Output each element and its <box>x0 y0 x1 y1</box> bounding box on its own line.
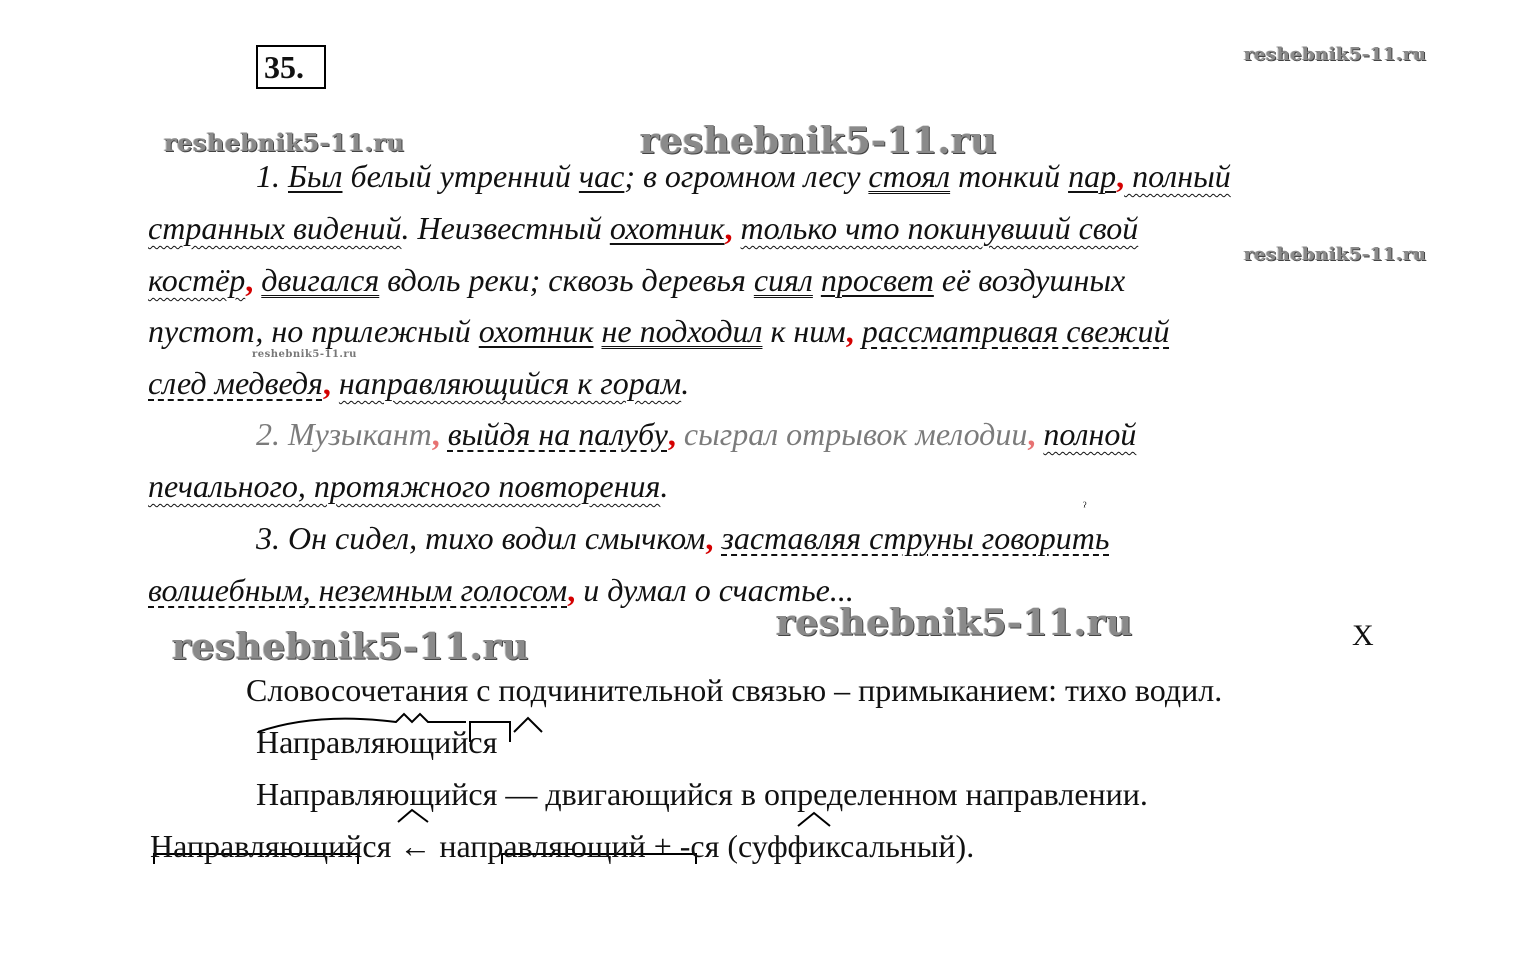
morph-word: Направляющийся <box>256 724 498 760</box>
sentence2-line2 <box>148 466 668 506</box>
predicate: не подходил <box>601 313 763 349</box>
sentence2-line1 <box>256 414 1136 454</box>
predicate: двигался <box>261 262 380 298</box>
attribute: полной <box>1043 416 1137 452</box>
comma: , <box>322 365 331 401</box>
subject: пар <box>1068 158 1117 194</box>
definition-line: Направляющийся — двигающийся в определенном направлении. <box>256 776 1148 812</box>
adverbial: волшебным, неземным голосом <box>148 572 568 608</box>
derived-word: Направляющийся <box>150 828 392 864</box>
watermark-right-2: reshebnik5-11.ru <box>1244 244 1427 265</box>
sentence1-line1 <box>256 156 1231 196</box>
watermark-center-1: reshebnik5-11.ru <box>640 120 997 162</box>
comma: , <box>245 262 254 298</box>
text: белый утренний <box>342 158 579 194</box>
sentence-number: 2. Музыкант <box>256 416 432 452</box>
base-word: направляющий <box>439 828 646 864</box>
text: . <box>660 468 669 504</box>
comma: , <box>667 416 676 452</box>
subject: охотник <box>609 210 725 246</box>
watermark-center-2: reshebnik5-11.ru <box>776 602 1133 644</box>
predicate: стоял <box>868 158 951 194</box>
subject: охотник <box>478 313 594 349</box>
comma: , <box>705 520 714 556</box>
adverbial: заставляя струны говорить <box>721 520 1110 556</box>
text: сыграл отрывок мелодии <box>675 416 1028 452</box>
comma: , <box>567 572 576 608</box>
attribute: только что покинувший свой <box>740 210 1139 246</box>
x-mark: X <box>1352 619 1374 652</box>
sentence3-line1 <box>256 518 1109 558</box>
watermark-small: reshebnik5-11.ru <box>252 349 357 360</box>
adverbial: след медведя <box>148 365 323 401</box>
sentence1-line3 <box>148 260 1125 300</box>
subject: Был <box>288 158 343 194</box>
comma: , <box>724 210 733 246</box>
phrases-line: Словосочетания с подчинительной связью – примыканием: тихо водил. <box>246 672 1223 708</box>
attribute: странных видений <box>148 210 402 246</box>
text <box>813 262 821 298</box>
text: её воздушных <box>933 262 1126 298</box>
text: . Неизвестный <box>401 210 610 246</box>
text <box>733 210 741 246</box>
sentence1-line4 <box>148 311 1169 351</box>
text: пустот, но прилежный <box>148 313 479 349</box>
comma: , <box>1027 416 1036 452</box>
adverbial: выйдя на палубу <box>447 416 668 452</box>
watermark-left-1: reshebnik5-11.ru <box>164 128 405 157</box>
derivation-arrow: ← <box>391 828 440 864</box>
task-number: 35. <box>256 45 326 89</box>
predicate: сиял <box>753 262 813 298</box>
watermark-left-2: reshebnik5-11.ru <box>172 626 529 668</box>
text: ; в огромном лесу <box>624 158 869 194</box>
adverbial: рассматривая свежий <box>861 313 1170 349</box>
subject: просвет <box>820 262 934 298</box>
attribute: костёр <box>148 262 246 298</box>
sentence1-line2 <box>148 208 1138 248</box>
attribute: полный <box>1124 158 1231 194</box>
text: к ним <box>762 313 846 349</box>
subject: час <box>578 158 625 194</box>
sentence3-line2 <box>148 570 854 610</box>
text: тонкий <box>950 158 1069 194</box>
text: и думал о счастье... <box>575 572 854 608</box>
comma: , <box>845 313 854 349</box>
sentence1-line5 <box>148 363 689 403</box>
comma: , <box>431 416 440 452</box>
suffix: ся <box>690 828 720 864</box>
attribute: направляющийся к горам <box>338 365 682 401</box>
attribute: печального, протяжного повторения <box>148 468 661 504</box>
plus-sign: + - <box>645 828 691 864</box>
derivation-line <box>150 826 974 866</box>
sentence-number: 1. <box>256 158 288 194</box>
text <box>854 313 862 349</box>
text <box>331 365 339 401</box>
text <box>440 416 448 452</box>
text: 3. Он сидел, тихо водил смычком <box>256 520 706 556</box>
tick-mark: ˀ <box>1083 500 1087 515</box>
derivation-type: (суффиксальный). <box>719 828 975 864</box>
comma: , <box>1116 158 1125 194</box>
watermark-top-right: reshebnik5-11.ru <box>1244 44 1427 65</box>
text: вдоль реки; сквозь деревья <box>379 262 754 298</box>
text: . <box>681 365 690 401</box>
